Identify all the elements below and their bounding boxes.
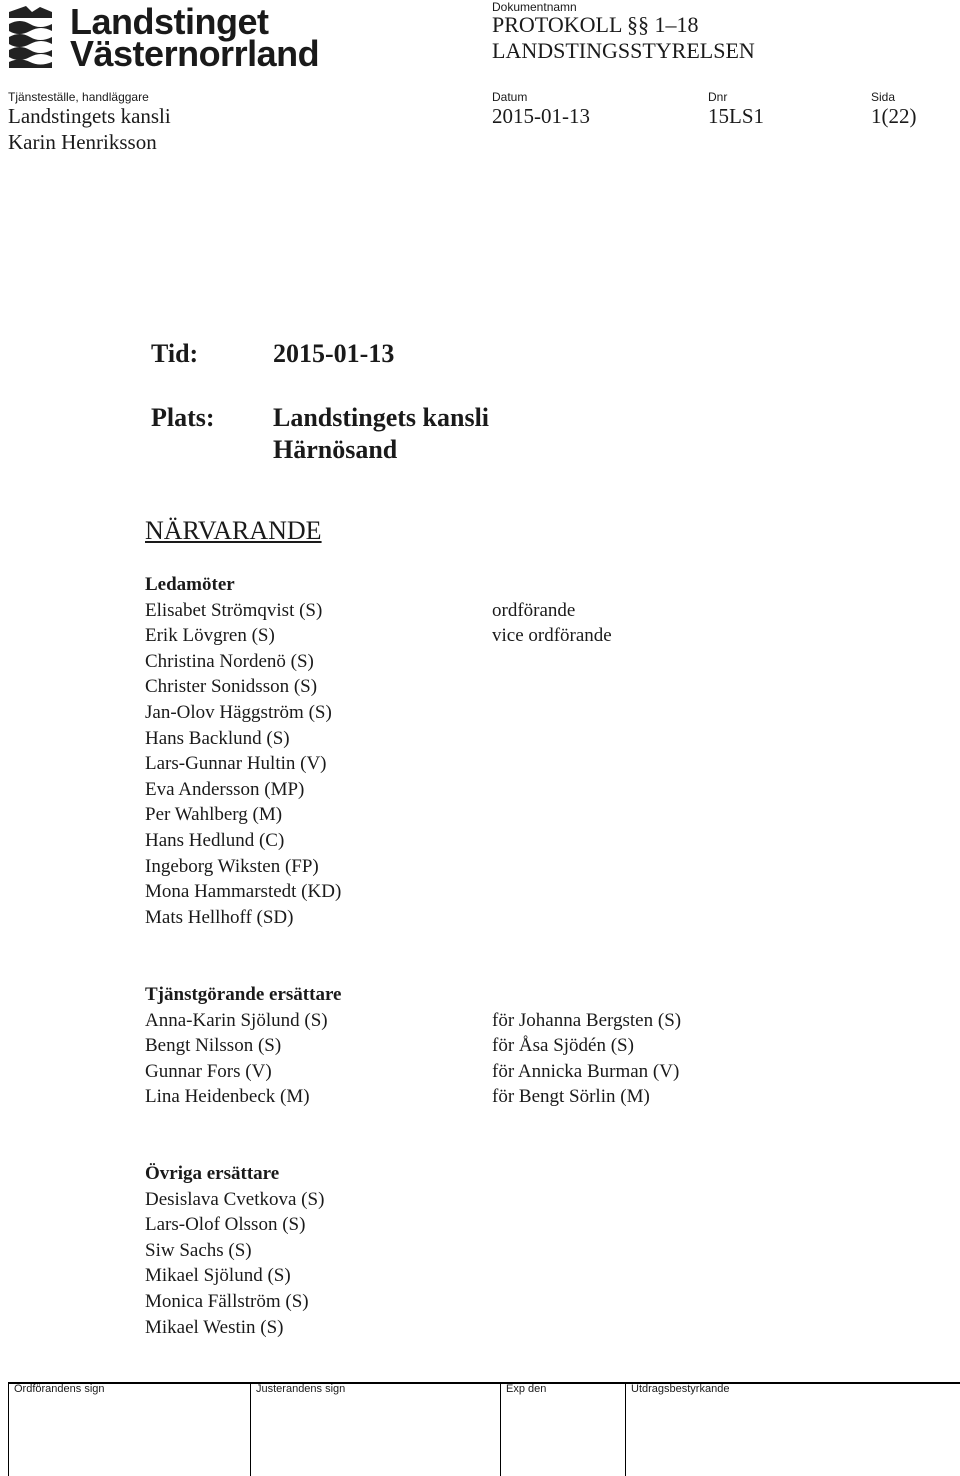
substitute-name: Anna-Karin Sjölund (S) — [145, 1009, 328, 1031]
place-value: Landstingets kansli — [8, 104, 171, 128]
place-value-line-1: Landstingets kansli — [273, 403, 490, 432]
substitute-for: för Åsa Sjödén (S) — [492, 1035, 634, 1057]
substitute-row — [145, 1059, 845, 1085]
doc-name-label: Dokumentnamn — [492, 0, 577, 14]
member-name: Lars-Gunnar Hultin (V) — [145, 753, 327, 775]
substitute-name: Gunnar Fors (V) — [145, 1060, 272, 1082]
handler-value: Karin Henriksson — [8, 130, 157, 154]
member-row — [145, 802, 745, 828]
date-label: Datum — [492, 90, 528, 104]
member-row — [145, 777, 745, 803]
member-name: Ingeborg Wiksten (FP) — [145, 855, 319, 877]
member-name: Elisabet Strömqvist (S) — [145, 599, 323, 621]
logo-line-2: Västernorrland — [70, 33, 320, 74]
substitute-for: för Johanna Bergsten (S) — [492, 1009, 682, 1031]
adjuster-sign-field — [251, 1384, 501, 1476]
other-substitutes-heading: Övriga ersättare — [145, 1163, 280, 1184]
adjuster-sign-label: Justerandens sign — [256, 1383, 346, 1395]
time-label: Tid: — [151, 339, 199, 368]
extract-label: Utdragsbestyrkande — [631, 1383, 730, 1395]
substitute-name: Lina Heidenbeck (M) — [145, 1086, 310, 1108]
substitutes-heading: Tjänstgörande ersättare — [145, 984, 342, 1005]
doc-title-line-2: LANDSTINGSSTYRELSEN — [492, 38, 755, 63]
member-row — [145, 674, 745, 700]
logo-line-1: Landstinget — [70, 1, 269, 42]
other-substitute-row: Mikael Westin (S) — [145, 1316, 284, 1338]
member-name: Mona Hammarstedt (KD) — [145, 881, 342, 903]
substitutes-list — [145, 1008, 845, 1110]
other-substitute-row: Siw Sachs (S) — [145, 1239, 252, 1261]
extract-field — [626, 1384, 960, 1476]
other-substitute-row: Lars-Olof Olsson (S) — [145, 1214, 306, 1236]
other-substitute-row: Mikael Sjölund (S) — [145, 1265, 291, 1287]
member-name: Jan-Olov Häggström (S) — [145, 701, 332, 723]
exp-date-field — [501, 1384, 626, 1476]
member-row — [145, 854, 745, 880]
member-name: Per Wahlberg (M) — [145, 804, 283, 826]
member-row — [145, 726, 745, 752]
signature-box — [8, 1382, 960, 1476]
place-value-line-2: Härnösand — [273, 435, 398, 464]
substitute-row — [145, 1008, 845, 1034]
date-value: 2015-01-13 — [492, 104, 590, 128]
attendance-title: NÄRVARANDE — [145, 516, 322, 545]
other-substitutes-list — [145, 1187, 645, 1341]
member-row — [145, 598, 745, 624]
substitute-for: för Bengt Sörlin (M) — [492, 1086, 650, 1108]
place-handler-label: Tjänsteställe, handläggare — [8, 90, 149, 104]
page-label: Sida — [871, 90, 896, 104]
dnr-value: 15LS1 — [708, 104, 765, 128]
logo-wordmark — [70, 1, 320, 74]
dnr-label: Dnr — [708, 90, 728, 104]
substitute-row — [145, 1084, 845, 1110]
members-heading: Ledamöter — [145, 574, 235, 595]
other-substitute-row: Desislava Cvetkova (S) — [145, 1188, 325, 1210]
chair-sign-label: Ordförandens sign — [14, 1383, 105, 1395]
member-name: Christina Nordenö (S) — [145, 650, 314, 672]
member-row — [145, 623, 745, 649]
member-row — [145, 751, 745, 777]
substitute-for: för Annicka Burman (V) — [492, 1060, 680, 1082]
substitute-name: Bengt Nilsson (S) — [145, 1035, 282, 1057]
place-label: Plats: — [151, 403, 215, 432]
member-row — [145, 905, 745, 931]
chair-sign-field — [9, 1384, 251, 1476]
members-list — [145, 598, 745, 931]
organization-logo — [6, 1, 320, 74]
member-name: Mats Hellhoff (SD) — [145, 906, 294, 928]
member-name: Eva Andersson (MP) — [145, 778, 305, 800]
exp-date-label: Exp den — [506, 1383, 547, 1395]
member-name: Erik Lövgren (S) — [145, 625, 275, 647]
member-name: Hans Backlund (S) — [145, 727, 290, 749]
doc-title-line-1: PROTOKOLL §§ 1–18 — [492, 12, 699, 37]
logo-emblem-icon — [6, 4, 62, 70]
member-row — [145, 700, 745, 726]
member-role: vice ordförande — [492, 625, 612, 647]
time-value: 2015-01-13 — [273, 339, 395, 368]
member-row — [145, 649, 745, 675]
member-row — [145, 879, 745, 905]
member-row — [145, 828, 745, 854]
member-role: ordförande — [492, 599, 576, 621]
member-name: Hans Hedlund (C) — [145, 829, 285, 851]
substitute-row — [145, 1033, 845, 1059]
page-value: 1(22) — [871, 104, 917, 128]
other-substitute-row: Monica Fällström (S) — [145, 1290, 309, 1312]
member-name: Christer Sonidsson (S) — [145, 676, 318, 698]
